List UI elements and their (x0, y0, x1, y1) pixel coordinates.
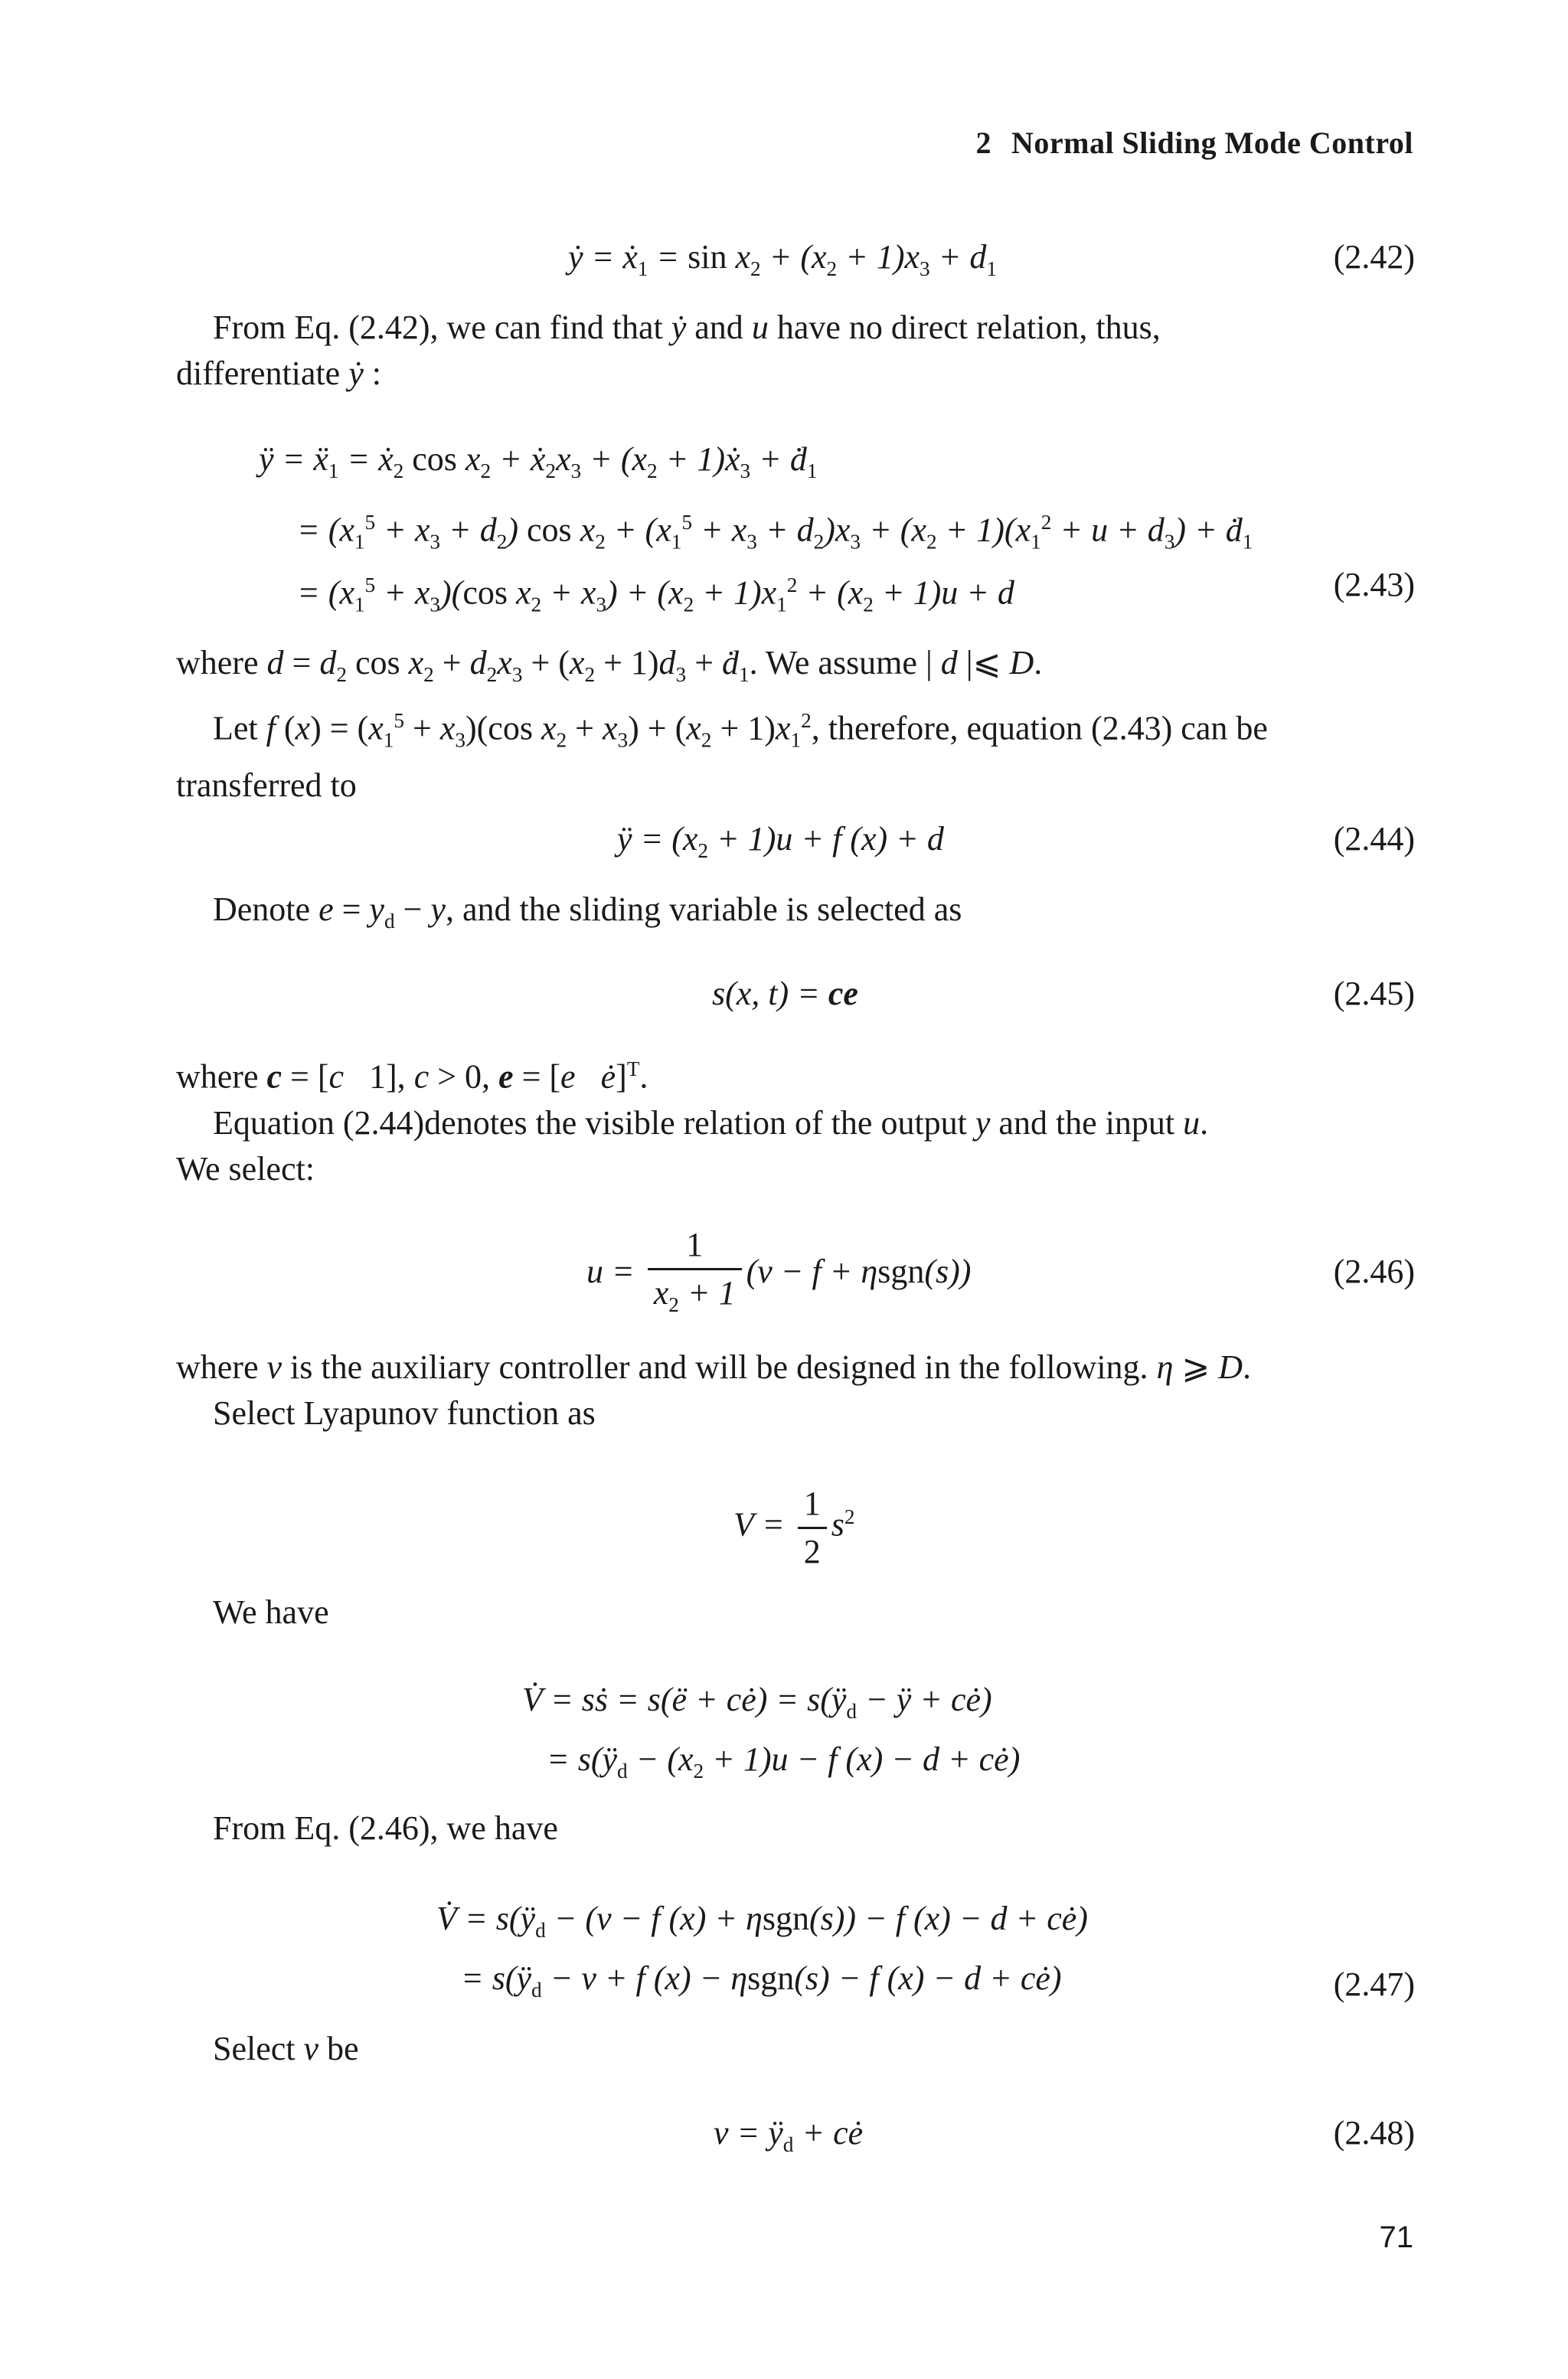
equation-number: (2.44) (1333, 820, 1415, 858)
paragraph-from-eq (176, 1805, 1415, 1851)
text-span: be (327, 2030, 359, 2067)
equation-2-45: s(x, t) = ce (2.45) (176, 963, 1415, 1024)
paragraph-differentiate: From Eq. (2.42), we can find that ẏ and u have no direct relation, thus, differentiate ẏ : (176, 309, 1161, 392)
equation-number: (2.43) (1333, 566, 1415, 603)
chapter-title: Normal Sliding Mode Control (1011, 126, 1413, 160)
paragraph-select-v: Select v be (213, 2030, 359, 2067)
text-span: where (176, 644, 259, 681)
text-span: Let (213, 709, 258, 747)
equation-2-48: $v = ÿ_d$ + cė (2.48) (176, 2103, 1415, 2164)
equation-number: (2.42) (1333, 238, 1415, 276)
chapter-number: 2 (975, 126, 991, 160)
page-number: 71 (1379, 2221, 1413, 2254)
text-span: We assume (765, 644, 917, 681)
text-span: and the input (998, 1103, 1175, 1142)
text-span: Denote (213, 890, 311, 928)
text-span: Equation (2.44)denotes the visible relation of the output (213, 1103, 967, 1142)
text-span: where (176, 1348, 259, 1386)
text-span: and the sliding variable is selected as (462, 890, 962, 928)
text-span: Select Lyapunov function as (213, 1394, 596, 1432)
text-span: From Eq. (2.46), we have (213, 1809, 558, 1847)
text-span: where (176, 1057, 259, 1096)
paragraph-denote: Denote $e = y_d - y$, and the sliding variable is selected as (213, 890, 962, 933)
equation-number: (2.47) (1333, 1966, 1415, 2003)
paragraph-we-have (176, 1590, 1415, 1636)
text-span: transferred to (176, 766, 357, 805)
text-span: have no direct relation, thus, (776, 309, 1161, 346)
text-span: differentiate (176, 355, 341, 392)
text-span: , therefore, equation (2.43) can be (811, 709, 1268, 747)
text-span: Select (213, 2030, 296, 2067)
text-span: From Eq. (2.42), we can find that (213, 309, 663, 346)
text-span: and (694, 309, 743, 346)
equation-2-43: ÿ = ẍ$_1$ = ẋ$_2$ $\cos x_2$ + $ẋ_2x_3 + (x_2$ + 1)ẋ$_3$ + ḋ$_1$ = $(x_1^5 + x_3 + d_2)$ $\cos x_2 + (x_1^5 + x_3 + d_2)x_3 + (x_2 + 1)(x_1^2 + u + d_3)$ + ḋ$_1$ = $(x_1^5 + x_3)(\cos$ $x_2 + x_3) + (x_2 + 1)x_1^2 + (x_2 + 1)u + d$ (2.43) (259, 440, 1415, 616)
equation-2-44: ÿ = $(x_2 + 1)u + f$ (x) + d (2.44) (176, 809, 1415, 870)
text-span: We have (213, 1593, 329, 1631)
equation-2-42: ẏ = ẋ$_1$ = $\sin x_2 + (x_2 + 1)x_3 + d_1$ (2.42) (176, 227, 1415, 288)
running-header (975, 125, 1413, 161)
paragraph-where-c: where c = [c 1], c > 0, e = [e ė]$^T$. Equation (2.44)denotes the visible relation of the output y and the input u. We select: (176, 1057, 1209, 1188)
paragraph-where-d: where $d = d_2$ $\cos x_2 + d_2x_3 + (x_2 + 1)d_3$ + ḋ$_1$. We assume | d |⩽ D. Let f $(x) = (x_1^5 + x_3)(\cos$ $x_2 + x_3) + (x_2 + 1)x_1^2$, therefore, equation (2.43) can be transferred to (176, 644, 1268, 805)
equation-lyapunov: V = $\frac{1}{2}$ $s^2$ (176, 1459, 1415, 1574)
paragraph-auxiliary: where v is the auxiliary controller and will be designed in the following. η ⩾ D. Select Lyapunov function as (176, 1348, 1252, 1432)
equation-2-46: u = $\frac{1}{x_2 + 1}$ (v − f + ηsgn(s)) (2.46) (176, 1214, 1415, 1329)
equation-number: (2.45) (1333, 975, 1415, 1012)
equation-2-47: V̇ = $s(ÿ_d - (v - f$ (x) + ηsgn(s)) − f (x) − d + cė) = $s(ÿ_d - v + f$ (x) − ηsgn(s) − f (x) − d + cė) (2.47) (176, 1888, 1415, 2011)
equation-number: (2.48) (1333, 2114, 1415, 2152)
equation-v-dot: V̇ = sṡ = s(ë + cė) = $s(ÿ_d$ − ÿ + cė) = $s(ÿ_d - (x_2 + 1)u - f$ (x) − d + cė) (522, 1681, 1021, 1783)
text-span: is the auxiliary controller and will be designed in the following. (290, 1348, 1148, 1386)
text-span: We select: (176, 1149, 315, 1188)
equation-number: (2.46) (1333, 1253, 1415, 1290)
